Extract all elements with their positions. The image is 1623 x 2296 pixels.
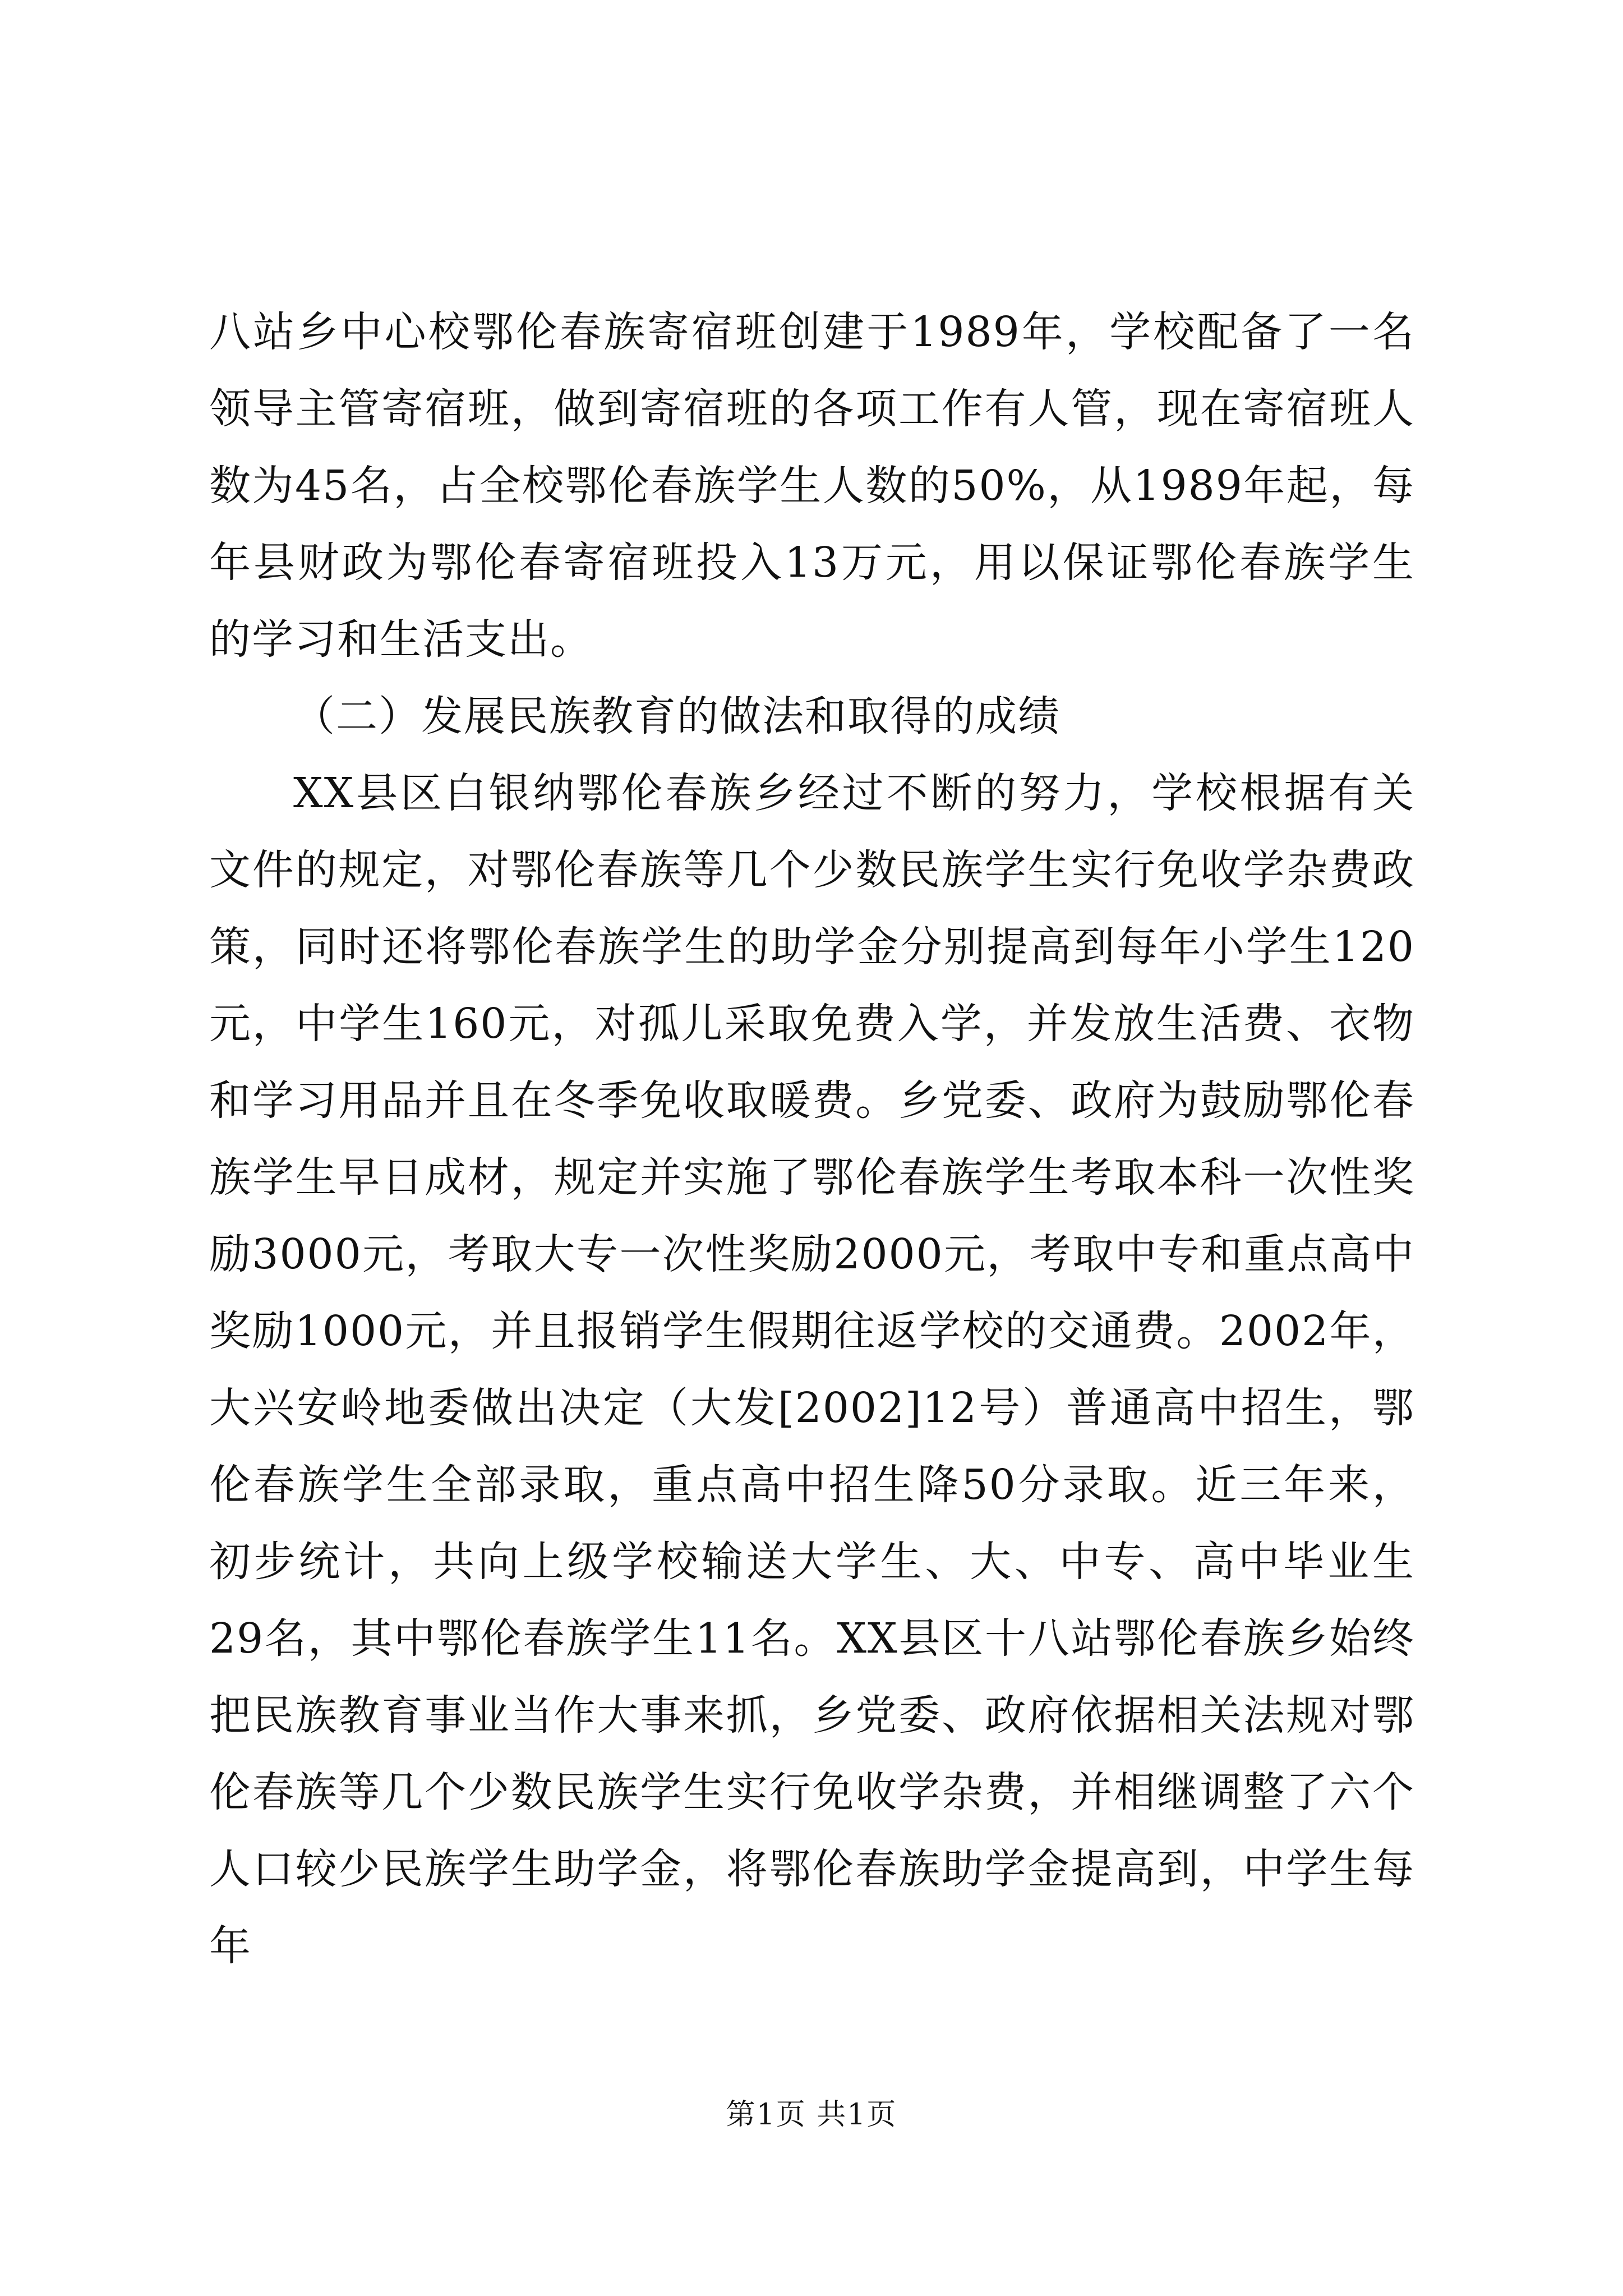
section-heading: （二）发展民族教育的做法和取得的成绩 — [293, 692, 1061, 740]
body-paragraph: 八站乡中心校鄂伦春族寄宿班创建于1989年，学校配备了一名领导主管寄宿班，做到寄宿班的各项工作有人管，现在寄宿班人数为45名，占全校鄂伦春族学生人数的50%，从1989年起，每年县财政为鄂伦春寄宿班投入13万元，用以保证鄂伦春族学生的学习和生活支出。 — [209, 308, 1415, 664]
document-body — [209, 294, 1415, 1985]
page-footer: 第1页 共1页 — [726, 2098, 897, 2132]
body-paragraph: XX县区白银纳鄂伦春族乡经过不断的努力，学校根据有关文件的规定，对鄂伦春族等几个少数民族学生实行免收学杂费政策，同时还将鄂伦春族学生的助学金分别提高到每年小学生120元，中学生160元，对孤儿采取免费入学，并发放生活费、衣物和学习用品并且在冬季免收取暖费。乡党委、政府为鼓励鄂伦春族学生早日成材，规定并实施了鄂伦春族学生考取本科一次性奖励3000元，考取大专一次性奖励2000元，考取中专和重点高中奖励1000元，并且报销学生假期往返学校的交通费。2002年，大兴安岭地委做出决定（大发[2002]12号）普通高中招生，鄂伦春族学生全部录取，重点高中招生降50分录取。近三年来，初步统计，共向上级学校输送大学生、大、中专、高中毕业生29名，其中鄂伦春族学生11名。XX县区十八站鄂伦春族乡始终把民族教育事业当作大事来抓，乡党委、政府依据相关法规对鄂伦春族等几个少数民族学生实行免收学杂费，并相继调整了六个人口较少民族学生助学金，将鄂伦春族助学金提高到，中学生每年 — [209, 769, 1415, 1970]
